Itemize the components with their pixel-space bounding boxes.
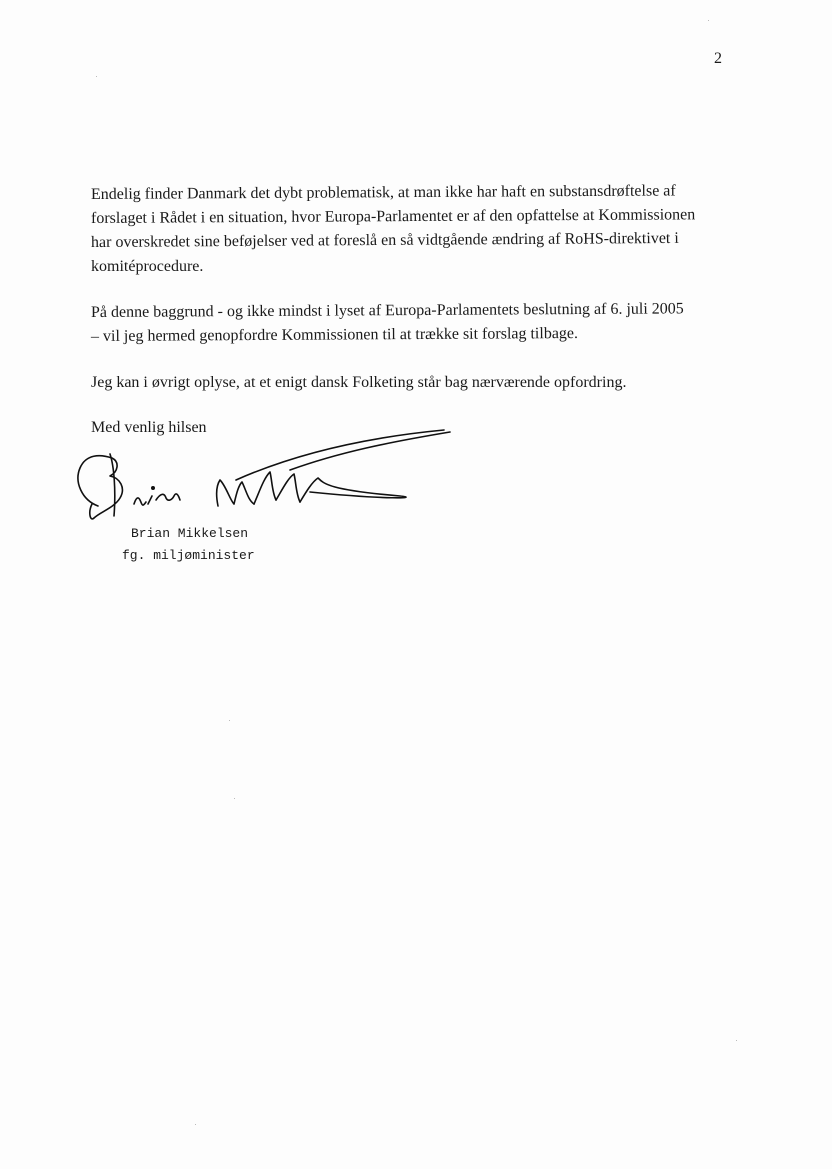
text-line: har overskredet sine beføjelser ved at foreslå en så vidtgående ændring af RoHS-direktivet i <box>90 229 679 251</box>
scan-speck <box>96 76 97 77</box>
text-line: På denne baggrund - og ikke mindst i lyset af Europa-Parlamentets beslutning af 6. juli 2005 <box>90 300 684 321</box>
page-number: 2 <box>714 50 722 67</box>
scan-speck <box>229 720 230 721</box>
closing-salutation: Med venlig hilsen <box>91 419 207 436</box>
paragraph-concern <box>91 183 731 279</box>
text-line: – vil jeg hermed genopfordre Kommissionen til at trække sit forslag tilbage. <box>90 325 579 345</box>
scan-speck <box>234 798 235 799</box>
letter-body <box>91 183 731 417</box>
scan-speck <box>708 20 709 21</box>
scan-speck <box>736 1040 737 1041</box>
text-line: Jeg kan i øvrigt oplyse, at et enigt dansk Folketing står bag nærværende opfordring. <box>91 374 627 391</box>
text-line: komitéprocedure. <box>91 258 204 275</box>
scan-speck <box>195 1124 196 1125</box>
handwritten-signature <box>60 420 460 530</box>
text-line: Endelig finder Danmark det dybt problematisk, at man ikke har haft en substansdrøftelse af <box>90 182 676 203</box>
paragraph-request <box>91 301 731 349</box>
paragraph-support <box>91 371 731 395</box>
signatory-title: fg. miljøminister <box>122 548 255 563</box>
signatory-name: Brian Mikkelsen <box>131 526 249 541</box>
text-line: forslaget i Rådet i en situation, hvor Europa-Parlamentet er af den opfattelse at Kommissionen <box>90 206 696 227</box>
